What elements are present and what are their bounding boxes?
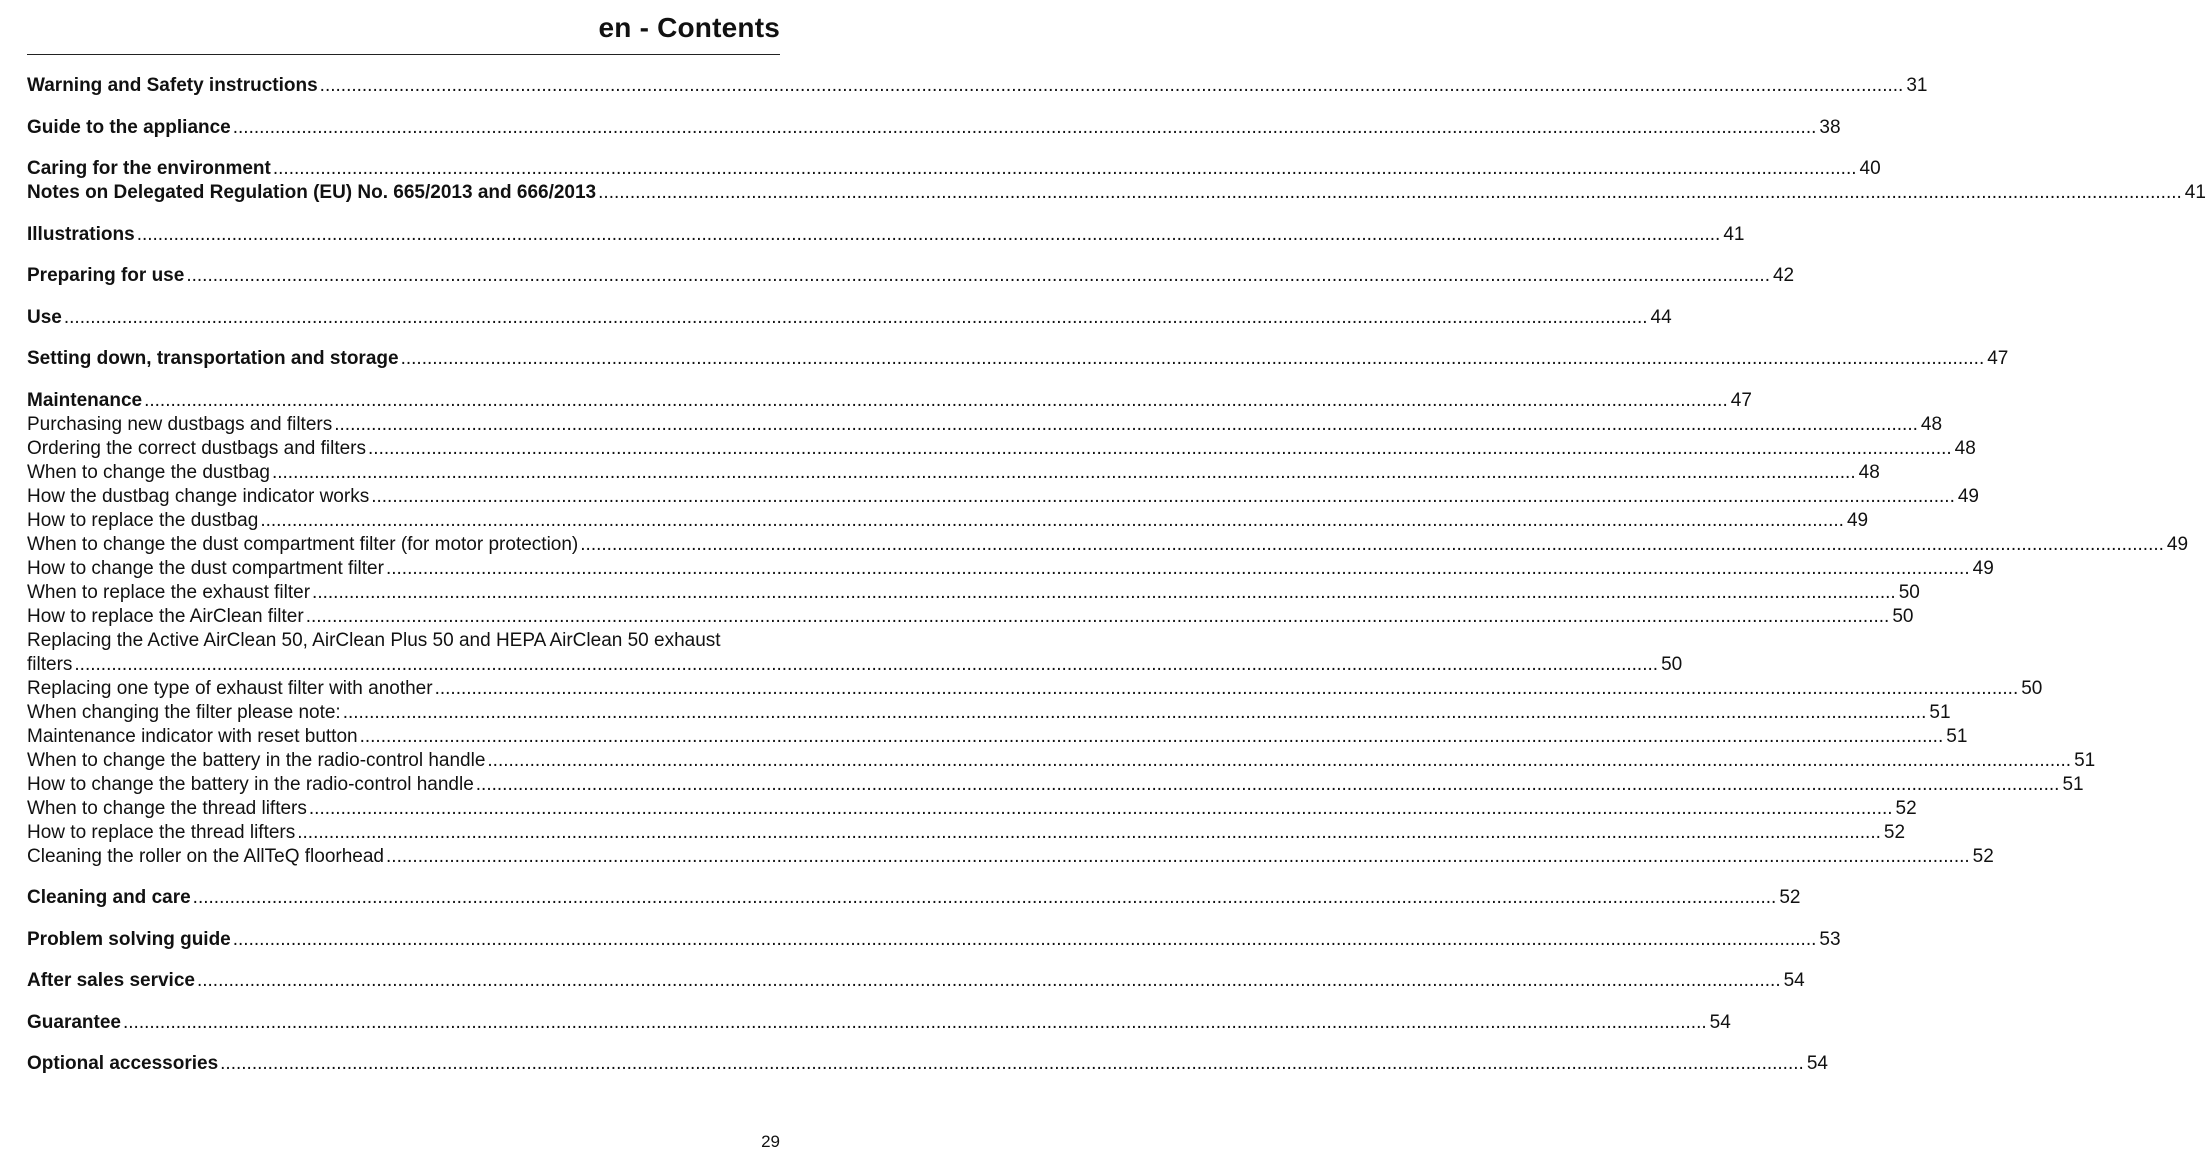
toc-entry-label: Guide to the appliance <box>27 116 231 138</box>
dot-leader: ............................................................................................................................................................................................................................................................................................................ <box>232 116 1817 138</box>
toc-section-heading[interactable] <box>27 1011 1731 1035</box>
toc-page-number: 49 <box>1972 557 1994 579</box>
toc-entry-label: How to change the battery in the radio-control handle <box>27 773 474 795</box>
toc-page-number: 48 <box>1858 461 1880 483</box>
dot-leader: ............................................................................................................................................................................................................................................................................................................ <box>434 677 2019 699</box>
toc-entry[interactable] <box>27 509 1869 533</box>
toc-entry-label: Maintenance indicator with reset button <box>27 725 358 747</box>
toc-entry-label: How to replace the AirClean filter <box>27 605 304 627</box>
toc-section-heading[interactable] <box>27 264 1795 288</box>
toc-entry[interactable] <box>27 437 1976 461</box>
dot-leader: ............................................................................................................................................................................................................................................................................................................ <box>475 773 2060 795</box>
toc-entry-label: Notes on Delegated Regulation (EU) No. 665/2013 and 666/2013 <box>27 182 597 203</box>
dot-leader: ............................................................................................................................................................................................................................................................................................................ <box>312 581 1896 603</box>
toc-entry-label: filters <box>27 653 73 675</box>
toc-page-number: 38 <box>1819 116 1841 138</box>
toc-page-number: 48 <box>1954 437 1976 459</box>
toc-entry-label: Ordering the correct dustbags and filters <box>27 437 367 459</box>
toc-entry[interactable] <box>27 653 1683 677</box>
toc-section-heading[interactable] <box>27 1052 1828 1076</box>
toc-page-number: 53 <box>1819 928 1841 950</box>
toc-entry-label: When to change the battery in the radio-control handle <box>27 749 486 771</box>
toc-entry-label: Replacing one type of exhaust filter with another <box>27 677 433 699</box>
toc-page-number: 52 <box>1895 797 1917 819</box>
dot-leader: ............................................................................................................................................................................................................................................................................................................ <box>220 1053 1804 1074</box>
toc-entry-label: How to change the dust compartment filter <box>27 557 384 579</box>
toc-page-number: 49 <box>1846 509 1869 531</box>
toc-page-number: 54 <box>1783 970 1805 991</box>
toc-section-heading[interactable] <box>27 347 2009 371</box>
dot-leader: ............................................................................................................................................................................................................................................................................................................ <box>368 437 1952 459</box>
toc-entry-label: Guarantee <box>27 1011 121 1033</box>
header-divider <box>27 54 780 55</box>
toc-page-number: 50 <box>1661 653 1683 675</box>
toc-entry-label: Purchasing new dustbags and filters <box>27 413 333 435</box>
toc-section-heading[interactable] <box>27 969 1805 993</box>
dot-leader: ............................................................................................................................................................................................................................................................................................................ <box>136 223 1721 245</box>
toc-entry-label: When changing the filter please note: <box>27 701 341 723</box>
toc-page-number: 44 <box>1650 306 1672 328</box>
toc-entry-label: Cleaning and care <box>27 887 191 908</box>
dot-leader: ............................................................................................................................................................................................................................................................................................................ <box>271 461 1856 483</box>
toc-entry-label: Cleaning the roller on the AllTeQ floorhead <box>27 845 385 867</box>
toc-section-heading[interactable] <box>27 157 1881 181</box>
toc-section-heading[interactable] <box>27 181 2206 205</box>
toc-page-number: 47 <box>1987 348 2009 369</box>
dot-leader: ............................................................................................................................................................................................................................................................................................................ <box>598 182 2182 203</box>
toc-entry-label: Setting down, transportation and storage <box>27 348 399 369</box>
page-title: en - Contents <box>598 12 780 43</box>
toc-page-number: 54 <box>1709 1011 1731 1033</box>
page-number: 29 <box>761 1132 780 1151</box>
toc-entry-label: When to change the dustbag <box>27 461 270 483</box>
toc-entry[interactable] <box>27 749 2096 773</box>
toc-entry[interactable] <box>27 677 2043 701</box>
toc-entry[interactable] <box>27 557 1994 581</box>
toc-entry-label: Use <box>27 306 62 328</box>
toc-entry[interactable] <box>27 845 1994 869</box>
dot-leader: ............................................................................................................................................................................................................................................................................................................ <box>186 265 1770 286</box>
toc-entry-label: Warning and Safety instructions <box>27 75 318 96</box>
dot-leader: ............................................................................................................................................................................................................................................................................................................ <box>342 701 1927 723</box>
toc-entry[interactable] <box>27 461 1880 485</box>
toc-page-number: 51 <box>2074 749 2096 771</box>
toc-section-heading[interactable] <box>27 886 1801 910</box>
table-of-contents <box>27 74 2206 1076</box>
dot-leader: ............................................................................................................................................................................................................................................................................................................ <box>334 413 1918 435</box>
toc-entry-label: How to replace the dustbag <box>27 509 259 531</box>
toc-entry-label: Caring for the environment <box>27 158 271 179</box>
dot-leader: ............................................................................................................................................................................................................................................................................................................ <box>196 970 1781 991</box>
toc-entry-label: When to change the thread lifters <box>27 797 307 819</box>
dot-leader: ............................................................................................................................................................................................................................................................................................................ <box>144 389 1728 411</box>
toc-page-number: 52 <box>1779 887 1801 908</box>
toc-entry[interactable] <box>27 413 1943 437</box>
toc-entry[interactable] <box>27 725 1968 749</box>
dot-leader: ............................................................................................................................................................................................................................................................................................................ <box>305 605 1890 627</box>
toc-entry-label: When to replace the exhaust filter <box>27 581 311 603</box>
toc-page-number: 41 <box>1723 223 1745 245</box>
toc-entry-label: Problem solving guide <box>27 928 231 950</box>
toc-entry[interactable] <box>27 797 1917 821</box>
dot-leader: ............................................................................................................................................................................................................................................................................................................ <box>386 845 1970 867</box>
dot-leader: ............................................................................................................................................................................................................................................................................................................ <box>385 557 1970 579</box>
toc-page-number: 47 <box>1730 389 1752 411</box>
toc-entry-label: Preparing for use <box>27 265 185 286</box>
toc-entry-label: After sales service <box>27 970 195 991</box>
toc-page-number: 49 <box>1957 485 1979 507</box>
toc-entry[interactable] <box>27 821 1906 845</box>
toc-entry-label: Illustrations <box>27 223 135 245</box>
toc-section-heading[interactable] <box>27 116 1841 140</box>
toc-entry[interactable] <box>27 533 2189 557</box>
toc-section-heading[interactable] <box>27 389 1752 413</box>
toc-section-heading[interactable] <box>27 928 1841 952</box>
dot-leader: ............................................................................................................................................................................................................................................................................................................ <box>580 533 2164 555</box>
dot-leader: ............................................................................................................................................................................................................................................................................................................ <box>63 306 1648 328</box>
toc-page-number: 31 <box>1906 75 1928 96</box>
dot-leader: ............................................................................................................................................................................................................................................................................................................ <box>122 1011 1707 1033</box>
toc-page-number: 48 <box>1920 413 1943 435</box>
toc-page-number: 52 <box>1883 821 1906 843</box>
dot-leader: ............................................................................................................................................................................................................................................................................................................ <box>192 887 1777 908</box>
toc-entry[interactable] <box>27 581 1920 605</box>
dot-leader: ............................................................................................................................................................................................................................................................................................................ <box>487 749 2072 771</box>
dot-leader: ............................................................................................................................................................................................................................................................................................................ <box>272 158 1857 179</box>
dot-leader: ............................................................................................................................................................................................................................................................................................................ <box>359 725 1944 747</box>
toc-entry[interactable] <box>27 485 1979 509</box>
toc-page-number: 50 <box>1892 605 1914 627</box>
dot-leader: ............................................................................................................................................................................................................................................................................................................ <box>297 821 1881 843</box>
toc-page-number: 50 <box>2021 677 2043 699</box>
toc-entry-label: When to change the dust compartment filter (for motor protection) <box>27 533 579 555</box>
toc-entry-label: How to replace the thread lifters <box>27 821 296 843</box>
toc-entry-label: Optional accessories <box>27 1053 219 1074</box>
dot-leader: ............................................................................................................................................................................................................................................................................................................ <box>232 928 1817 950</box>
toc-entry[interactable] <box>27 773 2084 797</box>
dot-leader: ............................................................................................................................................................................................................................................................................................................ <box>308 797 1893 819</box>
toc-page-number: 41 <box>2184 182 2206 203</box>
toc-entry-label: Maintenance <box>27 389 143 411</box>
toc-page-number: 42 <box>1772 265 1795 286</box>
toc-page-number: 51 <box>1929 701 1951 723</box>
toc-page-number: 49 <box>2166 533 2189 555</box>
toc-section-heading[interactable] <box>27 74 1928 98</box>
toc-page-number: 54 <box>1806 1053 1828 1074</box>
toc-section-heading[interactable] <box>27 223 1745 247</box>
dot-leader: ............................................................................................................................................................................................................................................................................................................ <box>400 348 1985 369</box>
toc-page-number: 50 <box>1898 581 1920 603</box>
toc-page-number: 51 <box>2062 773 2084 795</box>
dot-leader: ............................................................................................................................................................................................................................................................................................................ <box>319 75 1904 96</box>
dot-leader: ............................................................................................................................................................................................................................................................................................................ <box>74 653 1659 675</box>
dot-leader: ............................................................................................................................................................................................................................................................................................................ <box>371 485 1955 507</box>
toc-entry-label: How the dustbag change indicator works <box>27 485 370 507</box>
toc-entry[interactable] <box>27 701 1951 725</box>
dot-leader: ............................................................................................................................................................................................................................................................................................................ <box>260 509 1844 531</box>
toc-page-number: 40 <box>1859 158 1881 179</box>
toc-entry[interactable] <box>27 605 1914 629</box>
toc-entry-line[interactable]: Replacing the Active AirClean 50, AirClean Plus 50 and HEPA AirClean 50 exhaust <box>27 629 721 651</box>
toc-page-number: 52 <box>1972 845 1994 867</box>
toc-section-heading[interactable] <box>27 306 1672 330</box>
toc-page-number: 51 <box>1946 725 1968 747</box>
